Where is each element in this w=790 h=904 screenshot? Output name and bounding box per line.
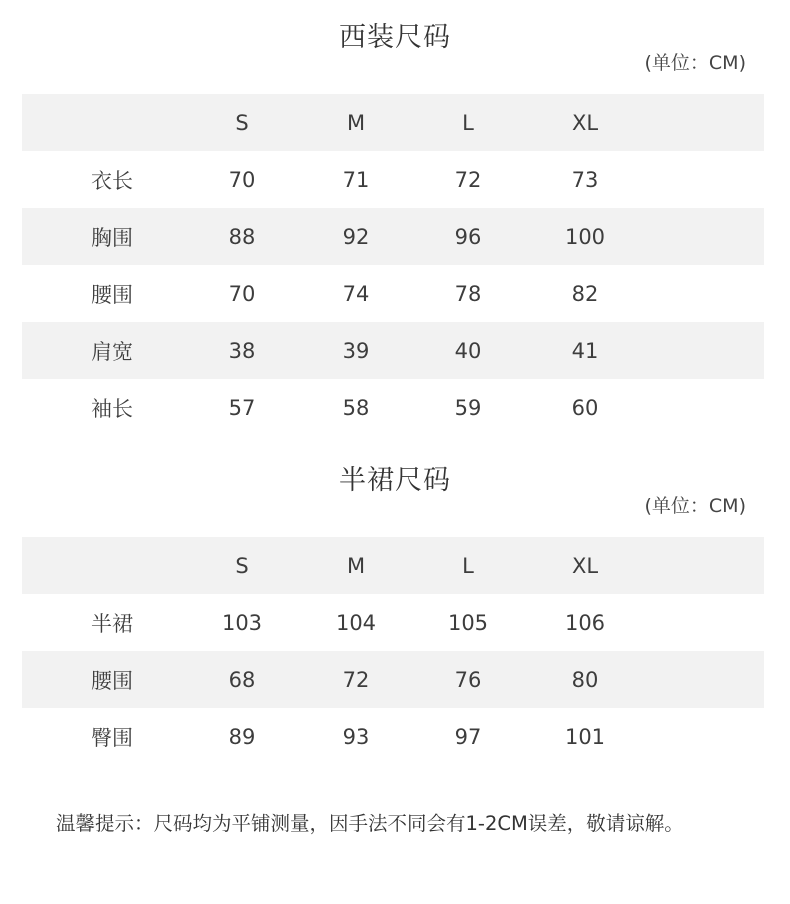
value-cell: 73 (571, 167, 599, 192)
value-cell: 58 (342, 395, 370, 420)
header-corner-cell (22, 94, 202, 151)
value-cell: 38 (202, 322, 282, 379)
row-label: 半裙 (91, 611, 133, 636)
table-row (22, 265, 764, 322)
header-size-s: S (202, 94, 282, 151)
table-row (22, 208, 764, 265)
suit-size-title: 西装尺码 (339, 22, 451, 53)
spacer-cell (664, 594, 764, 651)
value-cell: 74 (342, 281, 370, 306)
spacer-cell (664, 708, 764, 765)
row-label: 肩宽 (22, 322, 202, 379)
header-size-m: M (282, 94, 430, 151)
row-label: 袖长 (91, 396, 133, 421)
footer-note: 温馨提示：尺码均为平铺测量，因手法不同会有1-2CM误差，敬请谅解。 (56, 812, 684, 835)
value-cell: 59 (454, 395, 482, 420)
value-cell: 41 (506, 322, 664, 379)
table-row (22, 379, 764, 436)
skirt-size-table (22, 537, 764, 765)
value-cell: 40 (430, 322, 506, 379)
value-cell: 96 (430, 208, 506, 265)
value-cell: 72 (454, 167, 482, 192)
spacer-cell (664, 151, 764, 208)
value-cell: 93 (342, 724, 370, 749)
value-cell: 101 (564, 724, 606, 749)
value-cell: 103 (221, 610, 263, 635)
spacer-cell (664, 322, 764, 379)
suit-unit-note: (单位：CM) (644, 52, 746, 74)
header-corner-cell (22, 537, 202, 594)
row-label: 臀围 (91, 725, 133, 750)
suit-size-table (22, 94, 764, 436)
table-row (22, 708, 764, 765)
table-row (22, 651, 764, 708)
value-cell: 104 (335, 610, 377, 635)
header-size-m: M (282, 537, 430, 594)
value-cell: 80 (506, 651, 664, 708)
header-size-s: S (202, 537, 282, 594)
header-spacer-cell (664, 94, 764, 151)
skirt-unit-note: (单位：CM) (644, 495, 746, 517)
table-header-row (22, 94, 764, 151)
value-cell: 70 (228, 167, 256, 192)
value-cell: 82 (571, 281, 599, 306)
header-size-l: L (430, 94, 506, 151)
spacer-cell (664, 651, 764, 708)
spacer-cell (664, 265, 764, 322)
value-cell: 88 (202, 208, 282, 265)
spacer-cell (664, 208, 764, 265)
header-size-xl: XL (506, 537, 664, 594)
header-size-l: L (430, 537, 506, 594)
value-cell: 100 (506, 208, 664, 265)
table-row (22, 594, 764, 651)
value-cell: 68 (202, 651, 282, 708)
header-size-xl: XL (506, 94, 664, 151)
value-cell: 70 (228, 281, 256, 306)
skirt-size-title: 半裙尺码 (339, 465, 451, 496)
value-cell: 39 (282, 322, 430, 379)
table-row (22, 322, 764, 379)
row-label: 胸围 (22, 208, 202, 265)
value-cell: 78 (454, 281, 482, 306)
value-cell: 72 (282, 651, 430, 708)
row-label: 腰围 (22, 651, 202, 708)
value-cell: 89 (228, 724, 256, 749)
table-row (22, 151, 764, 208)
header-spacer-cell (664, 537, 764, 594)
value-cell: 106 (564, 610, 606, 635)
value-cell: 105 (447, 610, 489, 635)
spacer-cell (664, 379, 764, 436)
value-cell: 57 (228, 395, 256, 420)
row-label: 腰围 (91, 282, 133, 307)
row-label: 衣长 (91, 168, 133, 193)
value-cell: 97 (454, 724, 482, 749)
table-header-row (22, 537, 764, 594)
value-cell: 71 (342, 167, 370, 192)
value-cell: 92 (282, 208, 430, 265)
value-cell: 60 (571, 395, 599, 420)
value-cell: 76 (430, 651, 506, 708)
